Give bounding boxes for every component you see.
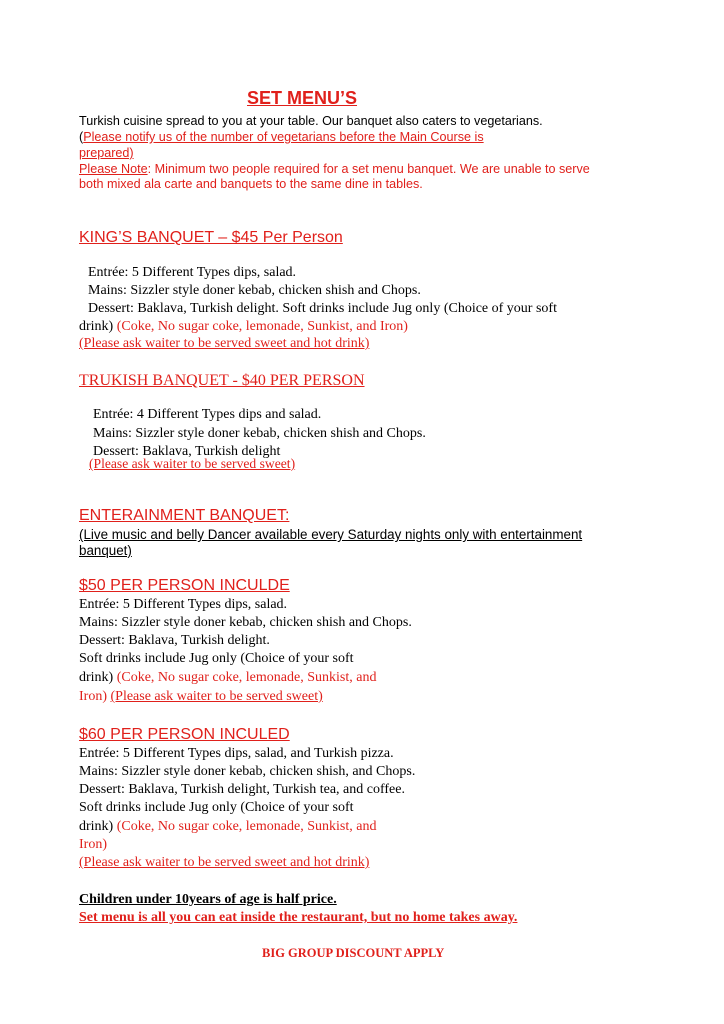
kings-drink-prefix: drink): [79, 319, 114, 334]
please-note-label: Please Note: [79, 162, 148, 176]
entertainment-heading: ENTERAINMENT BANQUET:: [79, 507, 290, 524]
sixty-iron: Iron): [79, 837, 107, 852]
vegetarian-paren: (: [79, 130, 84, 144]
vegetarian-note-line1: Please notify us of the number of vegetarians before the Main Course is: [83, 130, 484, 144]
turkish-note: (Please ask waiter to be served sweet): [89, 456, 296, 471]
kings-mains: Mains: Sizzler style doner kebab, chicken shish and Chops.: [88, 283, 421, 298]
children-price-note: Children under 10years of age is half price.: [79, 892, 337, 907]
kings-entree: Entrée: 5 Different Types dips, salad.: [88, 265, 297, 280]
kings-banquet-heading: KING’S BANQUET – $45 Per Person: [79, 229, 343, 246]
fifty-mains: Mains: Sizzler style doner kebab, chicken shish and Chops.: [79, 615, 412, 630]
group-discount: BIG GROUP DISCOUNT APPLY: [262, 946, 445, 960]
kings-dessert: Dessert: Baklava, Turkish delight. Soft drinks include Jug only (Choice of your soft: [88, 301, 557, 316]
turkish-mains: Mains: Sizzler style doner kebab, chicken shish and Chops.: [93, 426, 426, 441]
set-menu-note: Set menu is all you can eat inside the restaurant, but no home takes away.: [79, 910, 518, 925]
sixty-drink-options: (Coke, No sugar coke, lemonade, Sunkist, and: [116, 819, 377, 834]
turkish-dessert: Dessert: Baklava, Turkish delight: [93, 444, 281, 459]
vegetarian-note-line2: prepared): [79, 146, 134, 160]
fifty-soft-drinks: Soft drinks include Jug only (Choice of your soft: [79, 651, 354, 666]
fifty-iron-line: [79, 688, 323, 706]
sixty-dessert: Dessert: Baklava, Turkish delight, Turkish tea, and coffee.: [79, 782, 405, 797]
turkish-banquet-heading: TRUKISH BANQUET - $40 PER PERSON: [79, 372, 365, 389]
entertainment-desc-line2: banquet): [79, 543, 132, 558]
vegetarian-note: [79, 130, 484, 145]
fifty-entree: Entrée: 5 Different Types dips, salad.: [79, 597, 288, 612]
intro-text: Turkish cuisine spread to you at your table. Our banquet also caters to vegetarians.: [79, 114, 543, 128]
fifty-heading: $50 PER PERSON INCULDE: [79, 577, 290, 594]
please-note-line2: both mixed ala carte and banquets to the same dine in tables.: [79, 177, 423, 191]
fifty-dessert: Dessert: Baklava, Turkish delight.: [79, 633, 270, 648]
fifty-drink-prefix: drink): [79, 670, 114, 685]
page-title: SET MENU’S: [247, 88, 358, 108]
fifty-drink-options: (Coke, No sugar coke, lemonade, Sunkist, and: [116, 670, 377, 685]
kings-drinks: [79, 318, 408, 336]
fifty-iron: Iron): [79, 689, 107, 704]
please-note: [79, 162, 590, 177]
kings-note: (Please ask waiter to be served sweet and hot drink): [79, 336, 370, 351]
sixty-note: (Please ask waiter to be served sweet and hot drink): [79, 855, 370, 870]
sixty-drinks: [79, 818, 376, 836]
sixty-soft-drinks: Soft drinks include Jug only (Choice of your soft: [79, 800, 354, 815]
fifty-note: (Please ask waiter to be served sweet): [110, 689, 323, 704]
sixty-drink-prefix: drink): [79, 819, 114, 834]
sixty-entree: Entrée: 5 Different Types dips, salad, and Turkish pizza.: [79, 746, 394, 761]
entertainment-desc-line1: (Live music and belly Dancer available every Saturday nights only with entertainment: [79, 527, 583, 542]
please-note-line1: : Minimum two people required for a set menu banquet. We are unable to serve: [147, 162, 590, 176]
sixty-mains: Mains: Sizzler style doner kebab, chicken shish, and Chops.: [79, 764, 416, 779]
turkish-entree: Entrée: 4 Different Types dips and salad.: [93, 407, 322, 422]
sixty-heading: $60 PER PERSON INCULED: [79, 726, 290, 743]
kings-drink-options: (Coke, No sugar coke, lemonade, Sunkist, and Iron): [116, 319, 408, 334]
fifty-drinks: [79, 669, 376, 687]
